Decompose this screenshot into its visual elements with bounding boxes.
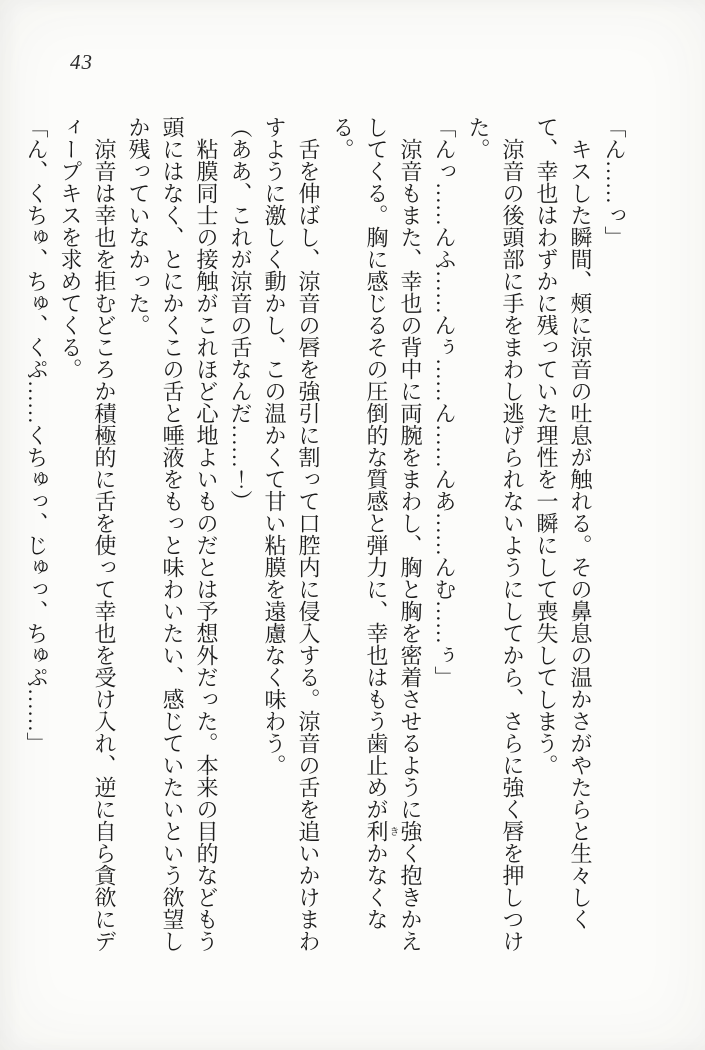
- dialogue-line: 「ん、くちゅ、ちゅ、くぷ……くちゅっ、じゅっ、ちゅぷ……」: [24, 116, 49, 754]
- dialogue-line: 「んっ……んふ……んぅ……ん……んあ……んむ……ぅ」: [432, 116, 457, 688]
- dialogue-line: 「ん……っ」: [602, 116, 627, 248]
- narrative-paragraph: 涼音は幸也を拒むどころか積極的に舌を使って幸也を受け入れ、逆に自ら貪欲にディープキスを求めてくる。: [58, 116, 117, 952]
- page-number: 43: [70, 50, 93, 74]
- narrative-paragraph: 粘膜同士の接触がこれほど心地よいものだとは予想外だった。本来の目的などもう頭にはなく、とにかくこの舌と唾液をもっと味わいたい、感じていたいという欲望しか残っていなかった。: [126, 116, 219, 952]
- ruby-annotation: [364, 820, 398, 842]
- paragraph-segment: 涼音もまた、幸也の背中に両腕をまわし、胸と胸を密着させるように強く抱きかえしてくる。胸に感じるその圧倒的な質感と弾力に、幸也はもう歯止めが: [364, 116, 423, 952]
- text-block: [19, 116, 631, 958]
- narrative-paragraph: [325, 116, 427, 958]
- ruby-text: き: [387, 820, 398, 842]
- ruby-base: 利: [364, 820, 389, 842]
- thought-line: （ああ、これが涼音の舌なんだ……！）: [228, 116, 253, 512]
- paragraph-segment: かなくなる。: [330, 116, 389, 930]
- narrative-paragraph: 涼音の後頭部に手をまわし逃げられないようにしてから、さらに強く唇を押しつけた。: [466, 116, 525, 952]
- narrative-paragraph: キスした瞬間、頰に涼音の吐息が触れる。その鼻息の温かさがやたらと生々しくて、幸也はわずかに残っていた理性を一瞬にして喪失してしまう。: [534, 116, 593, 930]
- narrative-paragraph: 舌を伸ばし、涼音の唇を強引に割って口腔内に侵入する。涼音の舌を追いかけまわすように激しく動かし、この温かくて甘い粘膜を遠慮なく味わう。: [262, 116, 321, 952]
